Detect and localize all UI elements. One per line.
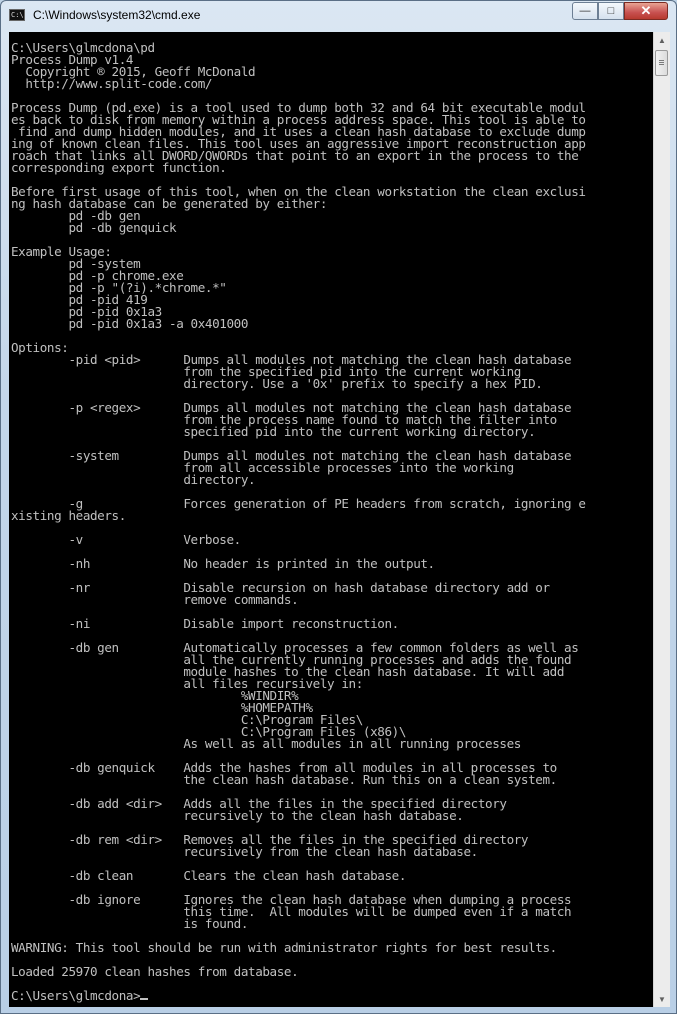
console-line: Options: bbox=[11, 340, 69, 355]
console-line: recursively to the clean hash database. bbox=[183, 808, 464, 823]
cmd-icon: C:\ bbox=[11, 11, 24, 19]
console-line: module hashes to the clean hash database. It will add bbox=[183, 664, 565, 679]
console-line: from the specified pid into the current working bbox=[183, 364, 521, 379]
minimize-button[interactable]: — bbox=[572, 2, 598, 20]
console-line: ng hash database can be generated by either: bbox=[11, 196, 328, 211]
console-line: -nh No header is printed in the output. bbox=[68, 556, 435, 571]
console-output[interactable] bbox=[9, 32, 653, 1007]
console-line: pd -pid 419 bbox=[68, 292, 148, 307]
console-line: pd -pid 0x1a3 bbox=[68, 304, 162, 319]
console-line: directory. Use a '0x' prefix to specify a hex PID. bbox=[183, 376, 543, 391]
console-line: Process Dump v1.4 bbox=[11, 52, 134, 67]
console-line: remove commands. bbox=[183, 592, 299, 607]
console-line: the clean hash database. Run this on a clean system. bbox=[183, 772, 557, 787]
console-line: C:\Users\glmcdona\pd bbox=[11, 40, 155, 55]
console-line: -g Forces generation of PE headers from scratch, ignoring e bbox=[68, 496, 586, 511]
console-line: -db clean Clears the clean hash database. bbox=[68, 868, 407, 883]
console-line: pd -system bbox=[68, 256, 141, 271]
console-line: specified pid into the current working directory. bbox=[183, 424, 536, 439]
console-line: C:\Program Files (x86)\ bbox=[240, 724, 407, 739]
console-line: Copyright ® 2015, Geoff McDonald bbox=[25, 64, 256, 79]
console-line: from all accessible processes into the working bbox=[183, 460, 514, 475]
console-line: -db add <dir> Adds all the files in the specified directory bbox=[68, 796, 507, 811]
console-line: -p <regex> Dumps all modules not matching the clean hash database bbox=[68, 400, 572, 415]
console-line: ing of known clean files. This tool uses an aggressive import reconstruction app bbox=[11, 136, 586, 151]
console-line: -pid <pid> Dumps all modules not matching the clean hash database bbox=[68, 352, 572, 367]
console-line: pd -db genquick bbox=[68, 220, 177, 235]
console-line: -system Dumps all modules not matching the clean hash database bbox=[68, 448, 572, 463]
console-line: roach that links all DWORD/QWORDs that point to an export in the process to the bbox=[11, 148, 579, 163]
console-line: -db rem <dir> Removes all the files in the specified directory bbox=[68, 832, 529, 847]
console-line: -v Verbose. bbox=[68, 532, 241, 547]
console-line: directory. bbox=[183, 472, 256, 487]
close-button[interactable]: ✕ bbox=[624, 2, 668, 20]
grip-line bbox=[659, 60, 664, 61]
console-line: C:\Program Files\ bbox=[240, 712, 363, 727]
console-line: is found. bbox=[183, 916, 249, 931]
console-line: -db genquick Adds the hashes from all modules in all processes to bbox=[68, 760, 557, 775]
scroll-down-arrow-icon[interactable]: ▼ bbox=[658, 994, 666, 1004]
vertical-scrollbar[interactable] bbox=[653, 32, 670, 1007]
console-line: this time. All modules will be dumped even if a match bbox=[183, 904, 572, 919]
console-line: WARNING: This tool should be run with administrator rights for best results. bbox=[11, 940, 557, 955]
scroll-thumb[interactable] bbox=[655, 50, 668, 76]
console-line: all the currently running processes and adds the found bbox=[183, 652, 572, 667]
console-line: -ni Disable import reconstruction. bbox=[68, 616, 399, 631]
console-line: recursively from the clean hash database. bbox=[183, 844, 478, 859]
console-line: all files recursively in: bbox=[183, 676, 363, 691]
console-line: find and dump hidden modules, and it uses a clean hash database to exclude dump bbox=[18, 124, 586, 139]
console-line: pd -db gen bbox=[68, 208, 141, 223]
window-title: C:\Windows\system32\cmd.exe bbox=[33, 8, 201, 22]
console-line: es back to disk from memory within a process address space. This tool is able to bbox=[11, 112, 586, 127]
console-line: pd -p chrome.exe bbox=[68, 268, 184, 283]
maximize-button[interactable]: □ bbox=[598, 2, 624, 20]
caption-buttons bbox=[572, 2, 668, 21]
title-bar[interactable] bbox=[1, 1, 676, 31]
command-prompt[interactable]: C:\Users\glmcdona> bbox=[11, 988, 141, 1003]
console-line: pd -p "(?i).*chrome.*" bbox=[68, 280, 227, 295]
console-line: from the process name found to match the filter into bbox=[183, 412, 557, 427]
grip-line bbox=[659, 62, 664, 63]
text-cursor bbox=[140, 998, 148, 1000]
scroll-up-arrow-icon[interactable]: ▲ bbox=[658, 35, 666, 45]
console-text bbox=[9, 32, 653, 1002]
console-line: %WINDIR% bbox=[240, 688, 299, 703]
console-line: Before first usage of this tool, when on the clean workstation the clean exclusi bbox=[11, 184, 586, 199]
console-line: -nr Disable recursion on hash database directory add or bbox=[68, 580, 550, 595]
console-line: As well as all modules in all running processes bbox=[183, 736, 521, 751]
console-line: -db ignore Ignores the clean hash database when dumping a process bbox=[68, 892, 572, 907]
console-line: Process Dump (pd.exe) is a tool used to dump both 32 and 64 bit executable modul bbox=[11, 100, 586, 115]
console-line: xisting headers. bbox=[11, 508, 126, 523]
console-line: http://www.split-code.com/ bbox=[25, 76, 213, 91]
console-line: %HOMEPATH% bbox=[240, 700, 313, 715]
console-line: corresponding export function. bbox=[11, 160, 227, 175]
console-line: -db gen Automatically processes a few common folders as well as bbox=[68, 640, 579, 655]
console-line: Example Usage: bbox=[11, 244, 112, 259]
grip-line bbox=[659, 64, 664, 65]
console-line: pd -pid 0x1a3 -a 0x401000 bbox=[68, 316, 249, 331]
console-line: Loaded 25970 clean hashes from database. bbox=[11, 964, 299, 979]
